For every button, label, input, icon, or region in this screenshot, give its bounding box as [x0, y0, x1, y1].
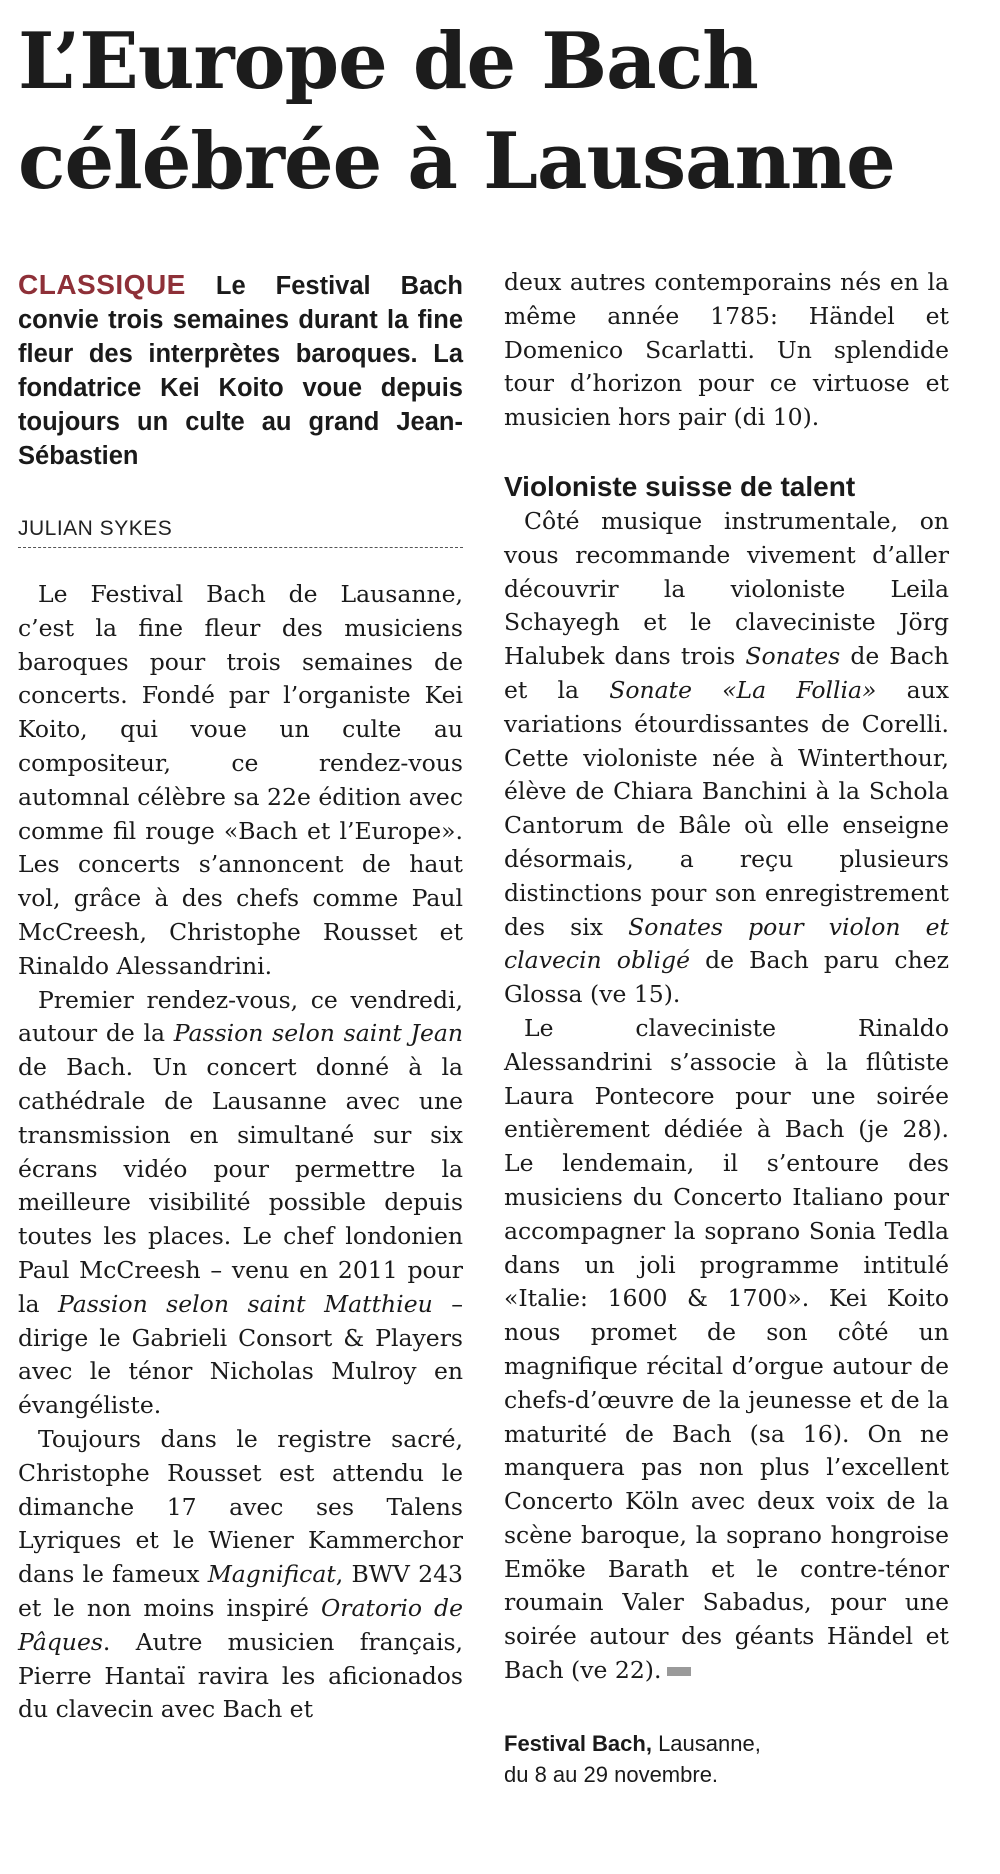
paragraph	[18, 1423, 463, 1727]
paragraph-text: , BWV 243 et le non moins inspiré	[18, 1560, 463, 1622]
paragraph-text: de Bach. Un concert donné à la cathédrale de Lausanne avec une transmission en simultané sur six écrans vidéo pour permettre la meilleure visibilité possible depuis toutes les places. Le chef londonien Paul McCreesh – venu en 2011 pour la	[18, 1053, 463, 1318]
event-name: Festival Bach,	[504, 1730, 652, 1756]
headline	[18, 12, 958, 212]
paragraph-text: – dirige le Gabrieli Consort & Players avec le ténor Nicholas Mulroy en évangéliste.	[18, 1289, 463, 1420]
right-body-2	[504, 505, 949, 1688]
paragraph-text: deux autres contemporains nés en la même année 1785: Händel et Domenico Scarlatti. Un splendide tour d’horizon pour ce virtuose et musicien hors pair (di 10).	[504, 268, 949, 432]
paragraph-text: Le claveciniste Rinaldo Alessandrini s’associe à la flûtiste Laura Pontecore pour une soirée entièrement dédiée à Bach (je 28). Le lendemain, il s’entoure des musiciens du Concerto Italiano pour accompagner la soprano Sonia Tedla dans un joli programme intitulé «Italie: 1600 & 1700». Kei Koito nous promet de son côté un magnifique récital d’orgue autour de chefs-d’œuvre de la jeunesse et de la maturité de Bach (sa 16). On ne manquera pas non plus l’excellent Concerto Köln avec deux voix de la scène baroque, la soprano hongroise Emöke Barath et le contre-ténor roumain Valer Sabadus, pour une soirée autour des géants Händel et Bach (ve 22).	[504, 1013, 949, 1685]
event-info	[504, 1728, 949, 1790]
left-column	[18, 268, 463, 1727]
right-body	[504, 266, 949, 435]
work-title: Passion selon saint Matthieu	[58, 1289, 433, 1318]
paragraph	[504, 505, 949, 1012]
paragraph-text: Toujours dans le registre sacré, Christophe Rousset est attendu le dimanche 17 avec ses Talens Lyriques et le Wiener Kammerchor dans le fameux	[18, 1424, 463, 1589]
work-title: Sonate «La Follia»	[609, 675, 877, 704]
event-dates: du 8 au 29 novembre.	[504, 1761, 719, 1787]
headline-line-2: célébrée à Lausanne	[18, 116, 895, 207]
end-mark-icon	[667, 1667, 691, 1676]
author-byline: JULIAN SYKES	[18, 517, 463, 548]
lead-paragraph	[18, 268, 463, 473]
paragraph-text: aux variations étourdissantes de Corelli. Cette violoniste née à Winterthour, élève de Chiara Banchini à la Schola Cantorum de Bâle où elle enseigne désormais, a reçu plusieurs distinctions pour son enregistrement des six	[504, 675, 949, 941]
paragraph-text: Côté musique instrumentale, on vous recommande vivement d’aller découvrir la violoniste Leila Schayegh et le claveciniste Jörg Halubek dans trois	[504, 506, 949, 671]
paragraph	[18, 984, 463, 1423]
lead-text: Le Festival Bach convie trois semaines durant la fine fleur des interprètes baroques. La fondatrice Kei Koito voue depuis toujours un culte au grand Jean-Sébastien	[18, 272, 464, 470]
article	[18, 0, 980, 1874]
paragraph-text: de Bach paru chez Glossa (ve 15).	[504, 946, 949, 1009]
kicker-label: CLASSIQUE	[18, 269, 186, 300]
paragraph-text: de Bach et la	[504, 642, 950, 704]
paragraph-text: Le Festival Bach de Lausanne, c’est la fine fleur des musiciens baroques pour trois semaines de concerts. Fondé par l’organiste Kei Koito, qui voue un culte au compositeur, ce rendez-vous automnal célèbre sa 22e édition avec comme fil rouge «Bach et l’Europe». Les concerts s’annoncent de haut vol, grâce à des chefs comme Paul McCreesh, Christophe Rousset et Rinaldo Alessandrini.	[18, 580, 463, 980]
left-body	[18, 578, 463, 1727]
right-column	[504, 266, 949, 1790]
paragraph-text: . Autre musicien français, Pierre Hantaï ravira les aficionados du clavecin avec Bach et	[18, 1627, 463, 1724]
work-title: Magnificat	[207, 1560, 336, 1589]
work-title: Sonates pour violon et clavecin obligé	[504, 912, 949, 975]
work-title: Oratorio de Pâques	[18, 1593, 463, 1656]
paragraph-text: Premier rendez-vous, ce vendredi, autour de la	[18, 985, 463, 1048]
subheading: Violoniste suisse de talent	[504, 470, 856, 502]
work-title: Passion selon saint Jean	[173, 1019, 463, 1048]
paragraph	[504, 1012, 949, 1688]
headline-line-1: L’Europe de Bach	[18, 16, 758, 107]
event-place: Lausanne,	[651, 1730, 761, 1756]
paragraph	[18, 578, 463, 984]
work-title: Sonates	[745, 642, 841, 671]
paragraph	[504, 266, 949, 435]
